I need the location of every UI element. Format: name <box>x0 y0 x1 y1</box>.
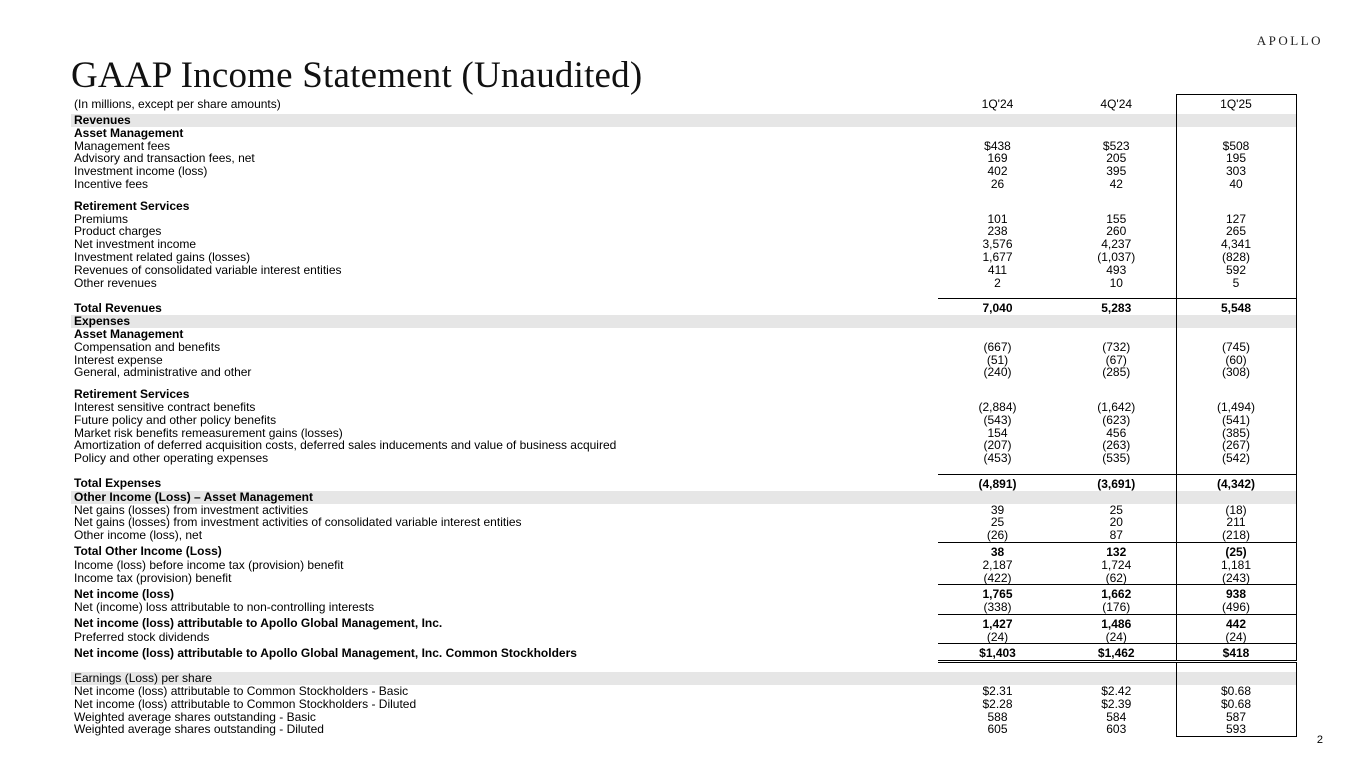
value-1q25: 40 <box>1176 178 1296 191</box>
table-row <box>71 631 1296 644</box>
subsection-header-row <box>71 127 1296 140</box>
value-4q24 <box>1057 465 1176 475</box>
value-1q25: 303 <box>1176 165 1296 178</box>
value-4q24 <box>1057 379 1176 388</box>
row-label: Net gains (losses) from investment activities of consolidated variable interest entities <box>74 515 522 530</box>
value-1q24 <box>938 315 1057 328</box>
value-1q25: (4,342) <box>1176 474 1296 490</box>
table-row <box>71 401 1296 414</box>
value-4q24: 25 <box>1109 502 1123 517</box>
value-4q24: (535) <box>1102 451 1131 466</box>
value-1q24: (338) <box>983 600 1012 615</box>
value-1q24 <box>938 114 1057 127</box>
row-label: Net gains (losses) from investment activities <box>74 502 309 517</box>
value-1q25: $508 <box>1176 140 1296 153</box>
value-1q24 <box>938 127 1057 140</box>
subsection-header-row <box>71 200 1296 213</box>
value-1q25: (25) <box>1176 542 1296 558</box>
value-4q24 <box>1057 315 1176 328</box>
value-1q25: 127 <box>1176 213 1296 226</box>
value-1q25: (18) <box>1176 504 1296 517</box>
table-row <box>71 698 1296 711</box>
value-4q24: 10 <box>1109 275 1123 290</box>
value-1q25: (541) <box>1176 414 1296 427</box>
table-row <box>71 341 1296 354</box>
row-label: Compensation and benefits <box>74 339 221 354</box>
value-1q25: (496) <box>1176 601 1296 614</box>
value-4q24: $2.39 <box>1101 696 1132 711</box>
value-1q25: 587 <box>1176 711 1296 724</box>
row-label: Policy and other operating expenses <box>74 451 269 466</box>
table-row <box>71 572 1296 585</box>
page-title: GAAP Income Statement (Unaudited) <box>71 55 643 96</box>
value-1q25: (542) <box>1176 452 1296 465</box>
table-row <box>71 366 1296 379</box>
value-1q25: 265 <box>1176 225 1296 238</box>
value-1q25: $418 <box>1176 644 1296 662</box>
row-label <box>71 289 938 299</box>
value-1q24: 25 <box>990 515 1005 530</box>
row-label: Revenues <box>71 114 938 127</box>
spacer-row <box>71 379 1296 388</box>
total-row <box>71 474 1296 490</box>
total-row <box>71 644 1296 662</box>
value-4q24: 87 <box>1109 528 1123 543</box>
value-4q24: 132 <box>1057 542 1176 558</box>
value-1q24: 1,427 <box>938 614 1057 630</box>
value-4q24: 584 <box>1106 709 1127 724</box>
row-label: Weighted average shares outstanding - Basic <box>74 709 316 724</box>
row-label: Other revenues <box>74 275 157 290</box>
row-label: Net income (loss) <box>74 586 175 601</box>
row-label <box>71 191 938 200</box>
value-1q25: 5 <box>1176 277 1296 290</box>
row-label: Earnings (Loss) per share <box>71 672 938 685</box>
value-1q24: 154 <box>987 425 1008 440</box>
value-4q24: (285) <box>1102 365 1131 380</box>
row-label: Net (income) loss attributable to non-controlling interests <box>74 600 375 615</box>
table-row <box>71 685 1296 698</box>
value-1q24 <box>938 379 1057 388</box>
value-4q24: $1,462 <box>1057 644 1176 662</box>
value-4q24 <box>1057 491 1176 504</box>
value-1q24: 588 <box>987 709 1008 724</box>
row-label: Other Income (Loss) – Asset Management <box>71 491 938 504</box>
row-label: Total Expenses <box>74 476 162 491</box>
value-4q24 <box>1057 289 1176 299</box>
row-label <box>71 465 938 475</box>
value-4q24: $2.42 <box>1101 684 1132 699</box>
table-row <box>71 529 1296 542</box>
row-label: Investment income (loss) <box>74 164 208 179</box>
value-1q24: 1,677 <box>982 249 1013 264</box>
value-1q25: 195 <box>1176 152 1296 165</box>
value-1q25 <box>1176 465 1296 475</box>
value-1q25: 1,181 <box>1176 559 1296 572</box>
value-1q24 <box>938 662 1057 673</box>
row-label: Revenues of consolidated variable interest entities <box>74 262 342 277</box>
value-1q24: $1,403 <box>938 644 1057 662</box>
value-1q25 <box>1176 315 1296 328</box>
value-1q25: 5,548 <box>1176 299 1296 315</box>
value-1q24: 169 <box>987 151 1008 166</box>
value-1q24: (667) <box>983 339 1012 354</box>
row-label: Net income (loss) attributable to Apollo Global Management, Inc. Common Stockholders <box>74 645 577 660</box>
value-1q25: (385) <box>1176 427 1296 440</box>
value-1q25 <box>1176 289 1296 299</box>
row-label: Asset Management <box>74 125 184 140</box>
table-row <box>71 264 1296 277</box>
value-4q24: (263) <box>1102 438 1131 453</box>
row-label: General, administrative and other <box>74 365 252 380</box>
value-4q24: (1,037) <box>1097 249 1136 264</box>
row-label: Incentive fees <box>74 176 149 191</box>
apollo-logo: APOLLO <box>1256 33 1323 48</box>
value-1q25 <box>1176 127 1296 140</box>
value-1q24: 1,765 <box>938 585 1057 601</box>
value-4q24 <box>1057 328 1176 341</box>
value-1q25 <box>1176 191 1296 200</box>
spacer-row <box>71 191 1296 200</box>
row-label: Product charges <box>74 224 162 239</box>
value-1q24: (51) <box>986 352 1009 367</box>
row-label: Net investment income <box>74 237 197 252</box>
value-4q24: (24) <box>1105 629 1127 644</box>
value-1q25: $0.68 <box>1176 685 1296 698</box>
row-label: Retirement Services <box>74 198 190 213</box>
value-1q24: (24) <box>986 629 1009 644</box>
row-label: Net income (loss) attributable to Apollo Global Management, Inc. <box>74 616 443 631</box>
value-4q24: 205 <box>1106 151 1127 166</box>
value-1q25: (828) <box>1176 251 1296 264</box>
value-4q24: 4,237 <box>1101 237 1132 252</box>
value-4q24: (623) <box>1102 412 1131 427</box>
value-1q24: $2.28 <box>982 696 1013 711</box>
value-1q25 <box>1176 328 1296 341</box>
row-label: Weighted average shares outstanding - Diluted <box>74 722 324 737</box>
value-1q25 <box>1176 114 1296 127</box>
value-1q25 <box>1176 379 1296 388</box>
value-4q24: 260 <box>1106 224 1127 239</box>
row-label: Total Other Income (Loss) <box>74 544 222 559</box>
value-1q25: 593 <box>1176 723 1296 736</box>
section-header-row <box>71 491 1296 504</box>
spacer-row <box>71 289 1296 299</box>
row-label: Advisory and transaction fees, net <box>74 151 255 166</box>
value-1q24: 238 <box>987 224 1008 239</box>
value-4q24: 42 <box>1109 176 1123 191</box>
value-1q24: (453) <box>983 451 1012 466</box>
value-1q24: 39 <box>990 502 1005 517</box>
table-header-row <box>71 95 1296 115</box>
table-row <box>71 601 1296 614</box>
value-1q25: (24) <box>1176 631 1296 644</box>
row-label <box>71 379 938 388</box>
value-1q24: (26) <box>986 528 1009 543</box>
value-1q25: $0.68 <box>1176 698 1296 711</box>
value-1q25: (267) <box>1176 439 1296 452</box>
spacer-row <box>71 662 1296 673</box>
value-1q25: 938 <box>1176 585 1296 601</box>
units-note: (In millions, except per share amounts) <box>74 96 281 111</box>
value-4q24: 20 <box>1109 515 1123 530</box>
value-1q24: 3,576 <box>982 237 1013 252</box>
value-1q25: (745) <box>1176 341 1296 354</box>
value-4q24: (1,642) <box>1097 399 1136 414</box>
value-1q24: 38 <box>938 542 1057 558</box>
value-4q24: 1,486 <box>1057 614 1176 630</box>
value-4q24: 1,662 <box>1057 585 1176 601</box>
row-label: Income (loss) before income tax (provision) benefit <box>74 557 344 572</box>
income-statement-table <box>71 94 1297 737</box>
value-1q25: 4,341 <box>1176 238 1296 251</box>
table-row <box>71 277 1296 290</box>
value-1q25: (60) <box>1176 354 1296 367</box>
value-4q24: 395 <box>1106 164 1127 179</box>
value-1q25 <box>1176 491 1296 504</box>
column-header-1q24: 1Q'24 <box>981 96 1014 111</box>
row-label: Premiums <box>74 211 129 226</box>
row-label: Asset Management <box>74 326 184 341</box>
value-4q24 <box>1057 191 1176 200</box>
value-4q24: (3,691) <box>1057 474 1176 490</box>
value-1q24 <box>938 465 1057 475</box>
value-1q24: 101 <box>987 211 1008 226</box>
value-1q24 <box>938 289 1057 299</box>
value-4q24: 1,724 <box>1101 557 1132 572</box>
total-row <box>71 299 1296 315</box>
value-1q25 <box>1176 662 1296 673</box>
value-1q24: (4,891) <box>938 474 1057 490</box>
value-4q24 <box>1057 662 1176 673</box>
value-4q24: 603 <box>1106 722 1127 737</box>
value-4q24: 155 <box>1106 211 1127 226</box>
value-1q24: 2,187 <box>982 557 1013 572</box>
total-row <box>71 614 1296 630</box>
row-label: Interest sensitive contract benefits <box>74 399 256 414</box>
value-4q24: 5,283 <box>1057 299 1176 315</box>
row-label: Amortization of deferred acquisition costs, deferred sales inducements and value of business acquired <box>74 438 617 453</box>
value-1q24 <box>938 328 1057 341</box>
value-4q24: $523 <box>1102 138 1130 153</box>
value-1q25: (308) <box>1176 366 1296 379</box>
value-4q24: 493 <box>1106 262 1127 277</box>
value-4q24: (176) <box>1102 600 1131 615</box>
row-label: Expenses <box>71 315 938 328</box>
value-4q24: (732) <box>1102 339 1131 354</box>
total-row <box>71 585 1296 601</box>
value-1q24: (422) <box>983 570 1012 585</box>
value-1q24: $438 <box>984 138 1011 153</box>
table-row <box>71 178 1296 191</box>
value-1q24: 2 <box>994 275 1001 290</box>
value-1q24: 26 <box>990 176 1005 191</box>
value-1q25: (243) <box>1176 572 1296 585</box>
value-1q24 <box>938 200 1057 213</box>
value-1q24: (2,884) <box>978 399 1017 414</box>
value-4q24 <box>1057 200 1176 213</box>
row-label: Income tax (provision) benefit <box>74 570 232 585</box>
table-row <box>71 251 1296 264</box>
row-label: Net income (loss) attributable to Common Stockholders - Diluted <box>74 696 417 711</box>
value-1q25: (1,494) <box>1176 401 1296 414</box>
row-label: Investment related gains (losses) <box>74 249 251 264</box>
value-4q24 <box>1057 114 1176 127</box>
value-4q24: (62) <box>1105 570 1127 585</box>
value-1q24 <box>938 191 1057 200</box>
page-number: 2 <box>1316 734 1323 746</box>
row-label: Other income (loss), net <box>74 528 203 543</box>
value-1q24 <box>938 491 1057 504</box>
row-label: Preferred stock dividends <box>74 629 210 644</box>
value-1q24: 605 <box>987 722 1008 737</box>
value-4q24: (67) <box>1105 352 1127 367</box>
row-label: Interest expense <box>74 352 163 367</box>
value-1q25 <box>1176 200 1296 213</box>
value-1q25: 592 <box>1176 264 1296 277</box>
value-1q24: 411 <box>987 262 1008 277</box>
row-label: Future policy and other policy benefits <box>74 412 277 427</box>
total-row <box>71 542 1296 558</box>
row-label: Total Revenues <box>74 300 162 315</box>
value-4q24: 456 <box>1106 425 1127 440</box>
table-row <box>71 559 1296 572</box>
value-1q25: 211 <box>1176 516 1296 529</box>
spacer-row <box>71 465 1296 475</box>
section-header-row <box>71 114 1296 127</box>
value-1q25: (218) <box>1176 529 1296 542</box>
row-label: Retirement Services <box>74 387 190 402</box>
column-header-1q25: 1Q'25 <box>1176 95 1296 115</box>
value-1q24: 402 <box>987 164 1008 179</box>
section-header-row <box>71 315 1296 328</box>
value-4q24 <box>1057 127 1176 140</box>
row-label: Net income (loss) attributable to Common Stockholders - Basic <box>74 684 409 699</box>
value-1q25: 442 <box>1176 614 1296 630</box>
table-row <box>71 414 1296 427</box>
value-1q24: (543) <box>983 412 1012 427</box>
value-1q24: (240) <box>983 365 1012 380</box>
value-1q24: 7,040 <box>938 299 1057 315</box>
table-row <box>71 452 1296 465</box>
table-row <box>71 723 1296 736</box>
row-label: Market risk benefits remeasurement gains (losses) <box>74 425 343 440</box>
value-1q24: $2.31 <box>982 684 1013 699</box>
row-label: Management fees <box>74 138 171 153</box>
value-1q24: (207) <box>983 438 1012 453</box>
column-header-4q24: 4Q'24 <box>1100 96 1133 111</box>
subsection-header-row <box>71 328 1296 341</box>
